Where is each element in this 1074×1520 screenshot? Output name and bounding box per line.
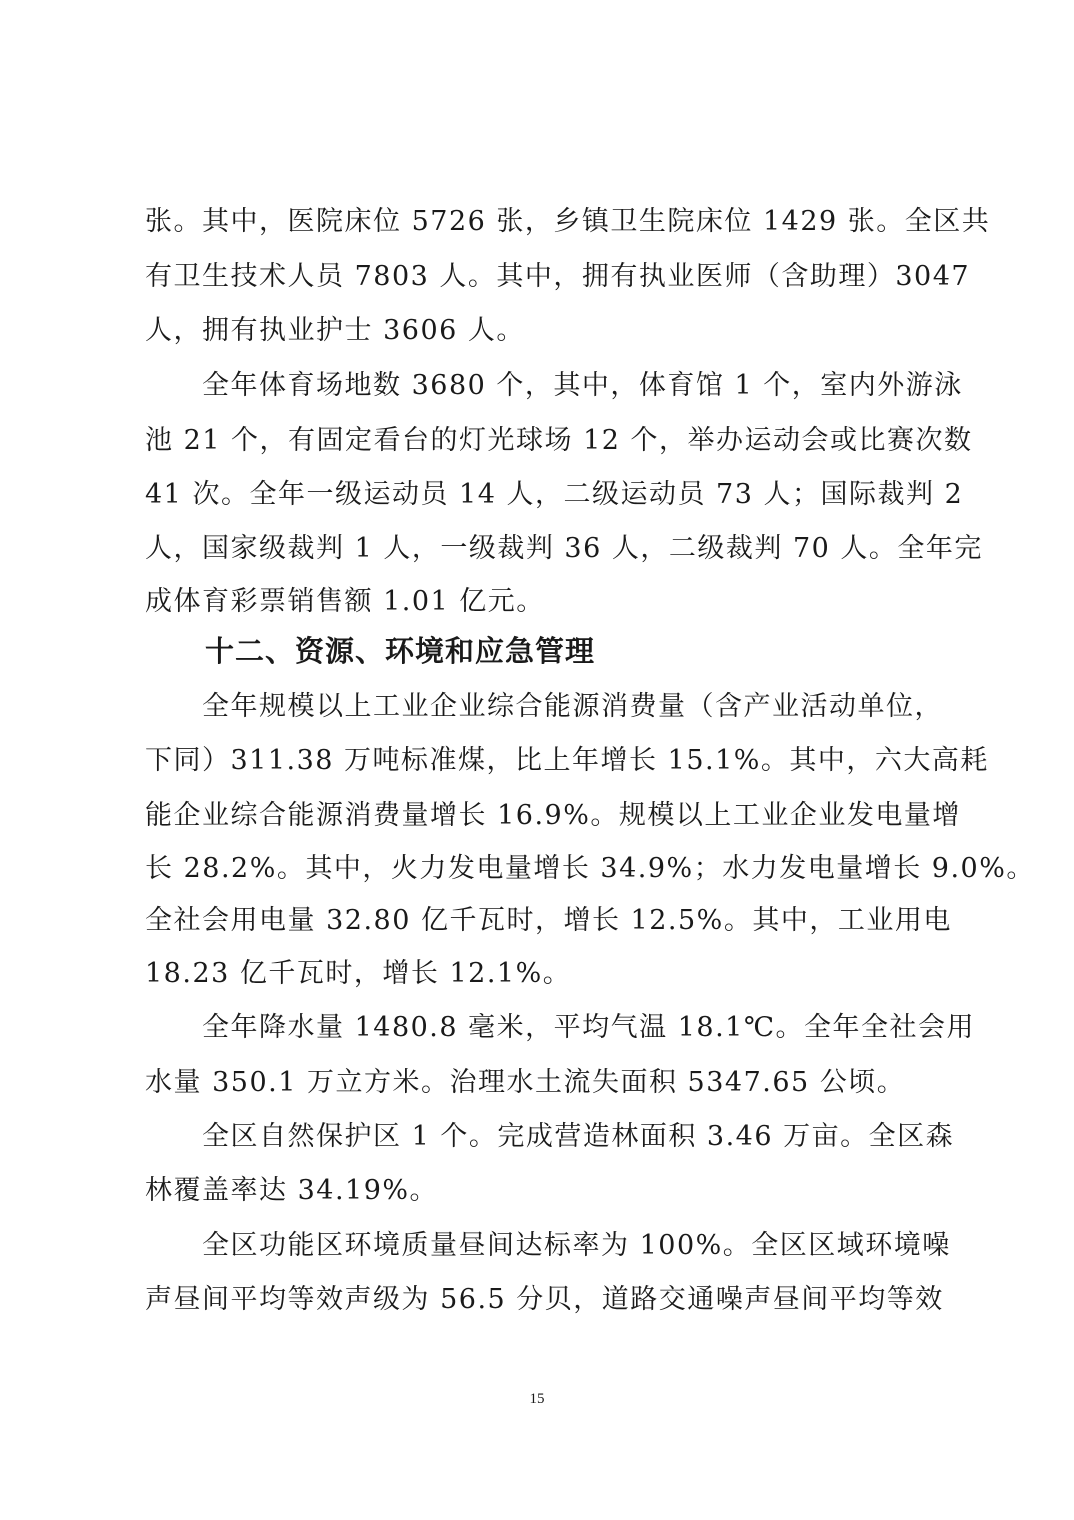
water-line-2: 水量 350.1 万立方米。治理水土流失面积 5347.65 公顷。 bbox=[145, 1067, 906, 1098]
energy-line-5: 全社会用电量 32.80 亿千瓦时，增长 12.5%。其中，工业用电 bbox=[145, 905, 952, 936]
section-heading: 十二、资源、环境和应急管理 bbox=[205, 634, 596, 668]
energy-line-1: 全年规模以上工业企业综合能源消费量（含产业活动单位， bbox=[202, 691, 943, 722]
energy-line-3: 能企业综合能源消费量增长 16.9%。规模以上工业企业发电量增 bbox=[145, 800, 961, 831]
sports-line-3: 41 次。全年一级运动员 14 人，二级运动员 73 人；国际裁判 2 bbox=[145, 479, 964, 510]
sports-line-2: 池 21 个，有固定看台的灯光球场 12 个，举办运动会或比赛次数 bbox=[145, 425, 973, 456]
energy-line-2: 下同）311.38 万吨标准煤，比上年增长 15.1%。其中，六大高耗 bbox=[145, 745, 989, 776]
sports-line-5: 成体育彩票销售额 1.01 亿元。 bbox=[145, 586, 545, 617]
water-line-1: 全年降水量 1480.8 毫米，平均气温 18.1℃。全年全社会用 bbox=[202, 1012, 976, 1043]
page-number: 15 bbox=[529, 1391, 545, 1407]
energy-line-4: 长 28.2%。其中，火力发电量增长 34.9%；水力发电量增长 9.0%。 bbox=[145, 853, 1035, 884]
sports-line-4: 人，国家级裁判 1 人，一级裁判 36 人，二级裁判 70 人。全年完 bbox=[145, 533, 983, 564]
noise-line-2: 声昼间平均等效声级为 56.5 分贝，道路交通噪声昼间平均等效 bbox=[145, 1284, 944, 1315]
health-line-2: 有卫生技术人员 7803 人。其中，拥有执业医师（含助理）3047 bbox=[145, 261, 971, 292]
forest-line-2: 林覆盖率达 34.19%。 bbox=[145, 1175, 439, 1206]
energy-line-6: 18.23 亿千瓦时，增长 12.1%。 bbox=[145, 958, 572, 989]
sports-line-1: 全年体育场地数 3680 个，其中，体育馆 1 个，室内外游泳 bbox=[202, 370, 963, 401]
health-line-3: 人，拥有执业护士 3606 人。 bbox=[145, 315, 525, 346]
forest-line-1: 全区自然保护区 1 个。完成营造林面积 3.46 万亩。全区森 bbox=[202, 1121, 955, 1152]
noise-line-1: 全区功能区环境质量昼间达标率为 100%。全区区域环境噪 bbox=[202, 1230, 951, 1261]
health-line-1: 张。其中，医院床位 5726 张，乡镇卫生院床位 1429 张。全区共 bbox=[145, 206, 991, 237]
